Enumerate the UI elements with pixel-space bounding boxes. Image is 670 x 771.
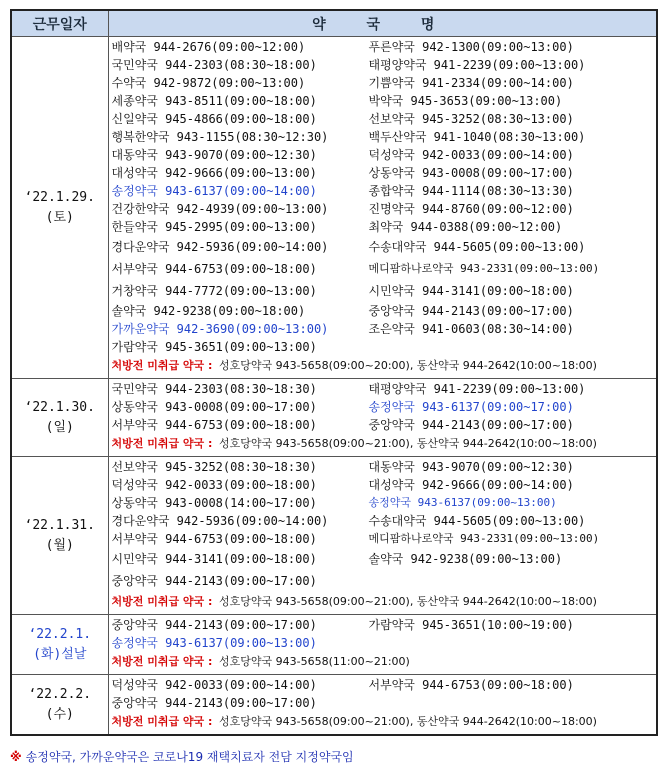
pharmacy-entry: 가람약국 945-3651(10:00~19:00) [368,618,574,632]
pharmacy-entry: 솔약국 942-9238(09:00~18:00) [111,304,306,318]
non-prescription-label: 처방전 미취급 약국 : [111,715,213,728]
pharmacy-entry: 조은약국 941-0603(08:30~14:00) [368,322,574,336]
pharmacy-entry: 한들약국 945-2995(09:00~13:00) [111,220,317,234]
pharmacy-entry: 송정약국 943-6137(09:00~14:00) [111,184,317,198]
weekday-text: (일) [45,419,74,435]
pharmacy-line [112,280,657,302]
date-text: ‘22.1.29. [24,189,95,205]
pharmacy-entry: 중앙약국 944-2143(09:00~17:00) [111,618,317,632]
date-cell [11,675,108,736]
pharmacy-line [112,458,657,476]
pharmacy-entry: 시민약국 944-3141(09:00~18:00) [368,284,574,298]
pharmacy-entry: 덕성약국 942-0033(09:00~14:00) [368,148,574,162]
pharmacy-entry: 덕성약국 942-0033(09:00~14:00) [111,678,317,692]
non-prescription-line [112,592,657,612]
pharmacy-entry: 선보약국 945-3252(08:30~13:00) [368,112,574,126]
pharmacy-entry: 메디팜하나로약국 943-2331(09:00~13:00) [368,262,600,275]
pharmacy-entry: 송정약국 943-6137(09:00~17:00) [368,400,574,414]
pharmacy-entry: 덕성약국 942-0033(09:00~18:00) [111,478,317,492]
day-row [11,37,657,379]
date-cell [11,615,108,675]
non-prescription-text: 성호당약국 943-5658(11:00~21:00) [219,655,410,668]
weekday-text: (월) [45,537,74,553]
pharmacy-line [112,110,657,128]
pharmacy-entry: 건강한약국 942-4939(09:00~13:00) [111,202,329,216]
pharmacy-line [112,146,657,164]
pharmacy-entry: 중앙약국 944-2143(09:00~17:00) [111,574,317,588]
pharmacy-line [112,38,657,56]
date-cell [11,379,108,457]
pharmacy-entry: 태평양약국 941-2239(09:00~13:00) [368,58,586,72]
non-prescription-line [112,652,657,672]
non-prescription-text: 성호당약국 943-5658(09:00~20:00), 동산약국 944-2642(10:00~18:00) [219,359,597,372]
pharmacy-entry: 최약국 944-0388(09:00~12:00) [368,220,563,234]
header-pharmacy: 약 국 명 [108,10,657,37]
pharmacy-entry: 진명약국 944-8760(09:00~12:00) [368,202,574,216]
non-prescription-line [112,434,657,454]
date-cell [11,457,108,615]
pharmacy-entry: 국민약국 944-2303(08:30~18:00) [111,58,317,72]
date-text: ‘22.1.31. [24,517,95,533]
pharmacy-entry: 상동약국 943-0008(14:00~17:00) [111,496,317,510]
pharmacy-entry: 가까운약국 942-3690(09:00~13:00) [111,322,329,336]
pharmacy-entry: 대성약국 942-9666(09:00~13:00) [111,166,317,180]
pharmacy-line [112,200,657,218]
pharmacy-entry: 중앙약국 944-2143(09:00~17:00) [111,696,317,710]
pharmacy-entry: 상동약국 943-0008(09:00~17:00) [111,400,317,414]
pharmacy-entry: 서부약국 944-6753(09:00~18:00) [111,418,317,432]
pharmacy-entry: 대동약국 943-9070(09:00~12:30) [111,148,317,162]
pharmacy-entry: 서부약국 944-6753(09:00~18:00) [368,678,574,692]
pharmacy-entry: 박약국 945-3653(09:00~13:00) [368,94,563,108]
footnote-text: 송정약국, 가까운약국은 코로나19 재택치료자 전담 지정약국임 [25,750,354,764]
pharmacy-line [112,380,657,398]
header-date: 근무일자 [11,10,108,37]
pharmacy-entry: 서부약국 944-6753(09:00~18:00) [111,262,317,276]
pharmacy-entry: 상동약국 943-0008(09:00~17:00) [368,166,574,180]
non-prescription-label: 처방전 미취급 약국 : [111,595,213,608]
pharmacy-line [112,258,657,280]
pharmacy-schedule-table [10,9,658,736]
pharmacy-line [112,92,657,110]
pharmacy-line [112,616,657,634]
pharmacy-line [112,128,657,146]
pharmacy-entry: 대동약국 943-9070(09:00~12:30) [368,460,574,474]
non-prescription-text: 성호당약국 943-5658(09:00~21:00), 동산약국 944-2642(10:00~18:00) [219,595,597,608]
pharmacy-line [112,302,657,320]
pharmacy-line [112,338,657,356]
pharmacy-entry: 수약국 942-9872(09:00~13:00) [111,76,306,90]
pharmacy-line [112,56,657,74]
pharmacy-line [112,164,657,182]
pharmacy-entry: 경다운약국 942-5936(09:00~14:00) [111,514,329,528]
weekday-text: (화)설날 [33,646,87,662]
pharmacy-line [112,634,657,652]
pharmacy-line [112,548,657,570]
date-cell [11,37,108,379]
non-prescription-label: 처방전 미취급 약국 : [111,359,213,372]
day-row [11,457,657,615]
non-prescription-text: 성호당약국 943-5658(09:00~21:00), 동산약국 944-2642(10:00~18:00) [219,715,597,728]
pharmacy-line [112,320,657,338]
pharmacy-entry: 중앙약국 944-2143(09:00~17:00) [368,304,574,318]
non-prescription-label: 처방전 미취급 약국 : [111,437,213,450]
pharmacy-entry: 시민약국 944-3141(09:00~18:00) [111,552,317,566]
pharmacy-entry: 신일약국 945-4866(09:00~18:00) [111,112,317,126]
pharmacy-entry: 세종약국 943-8511(09:00~18:00) [111,94,317,108]
pharmacy-entry: 기쁨약국 941-2334(09:00~14:00) [368,76,574,90]
pharmacy-entry: 수송대약국 944-5605(09:00~13:00) [368,240,586,254]
pharmacy-line [112,694,657,712]
pharmacy-entry: 태평양약국 941-2239(09:00~13:00) [368,382,586,396]
pharmacy-entry: 배약국 944-2676(09:00~12:00) [111,40,306,54]
non-prescription-line [112,356,657,376]
date-text: ‘22.2.1. [28,626,92,642]
non-prescription-line [112,712,657,732]
pharmacy-line [112,74,657,92]
schedule-body [11,37,657,736]
weekday-text: (토) [45,209,74,225]
footnote [10,748,354,765]
pharmacy-entry: 선보약국 945-3252(08:30~18:30) [111,460,317,474]
weekday-text: (수) [45,706,74,722]
date-text: ‘22.1.30. [24,399,95,415]
non-prescription-text: 성호당약국 943-5658(09:00~21:00), 동산약국 944-2642(10:00~18:00) [219,437,597,450]
note-mark: ※ [10,750,22,764]
day-row [11,675,657,736]
pharmacy-list-cell [108,615,657,675]
pharmacy-entry: 메디팜하나로약국 943-2331(09:00~13:00) [368,532,600,545]
pharmacy-line [112,398,657,416]
pharmacy-entry: 중앙약국 944-2143(09:00~17:00) [368,418,574,432]
pharmacy-entry: 수송대약국 944-5605(09:00~13:00) [368,514,586,528]
pharmacy-line [112,570,657,592]
non-prescription-label: 처방전 미취급 약국 : [111,655,213,668]
pharmacy-entry: 거창약국 944-7772(09:00~13:00) [111,284,317,298]
pharmacy-line [112,530,657,548]
pharmacy-entry: 백두산약국 941-1040(08:30~13:00) [368,130,586,144]
pharmacy-entry: 국민약국 944-2303(08:30~18:30) [111,382,317,396]
pharmacy-list-cell [108,379,657,457]
day-row [11,615,657,675]
pharmacy-entry: 송정약국 943-6137(09:00~13:00) [111,636,317,650]
pharmacy-list-cell [108,675,657,736]
pharmacy-line [112,182,657,200]
pharmacy-list-cell [108,37,657,379]
pharmacy-entry: 가람약국 945-3651(09:00~13:00) [111,340,317,354]
date-text: ‘22.2.2. [28,686,92,702]
pharmacy-entry: 종합약국 944-1114(08:30~13:30) [368,184,574,198]
pharmacy-entry: 대성약국 942-9666(09:00~14:00) [368,478,574,492]
pharmacy-line [112,236,657,258]
pharmacy-line [112,494,657,512]
table-header-row [11,10,657,37]
pharmacy-entry: 행복한약국 943-1155(08:30~12:30) [111,130,329,144]
pharmacy-list-cell [108,457,657,615]
day-row [11,379,657,457]
pharmacy-line [112,476,657,494]
pharmacy-entry: 솔약국 942-9238(09:00~13:00) [368,552,563,566]
pharmacy-entry: 푸른약국 942-1300(09:00~13:00) [368,40,574,54]
pharmacy-entry: 경다운약국 942-5936(09:00~14:00) [111,240,329,254]
pharmacy-line [112,218,657,236]
pharmacy-line [112,512,657,530]
pharmacy-entry: 서부약국 944-6753(09:00~18:00) [111,532,317,546]
pharmacy-entry: 송정약국 943-6137(09:00~13:00) [368,496,557,509]
pharmacy-line [112,416,657,434]
pharmacy-line [112,676,657,694]
